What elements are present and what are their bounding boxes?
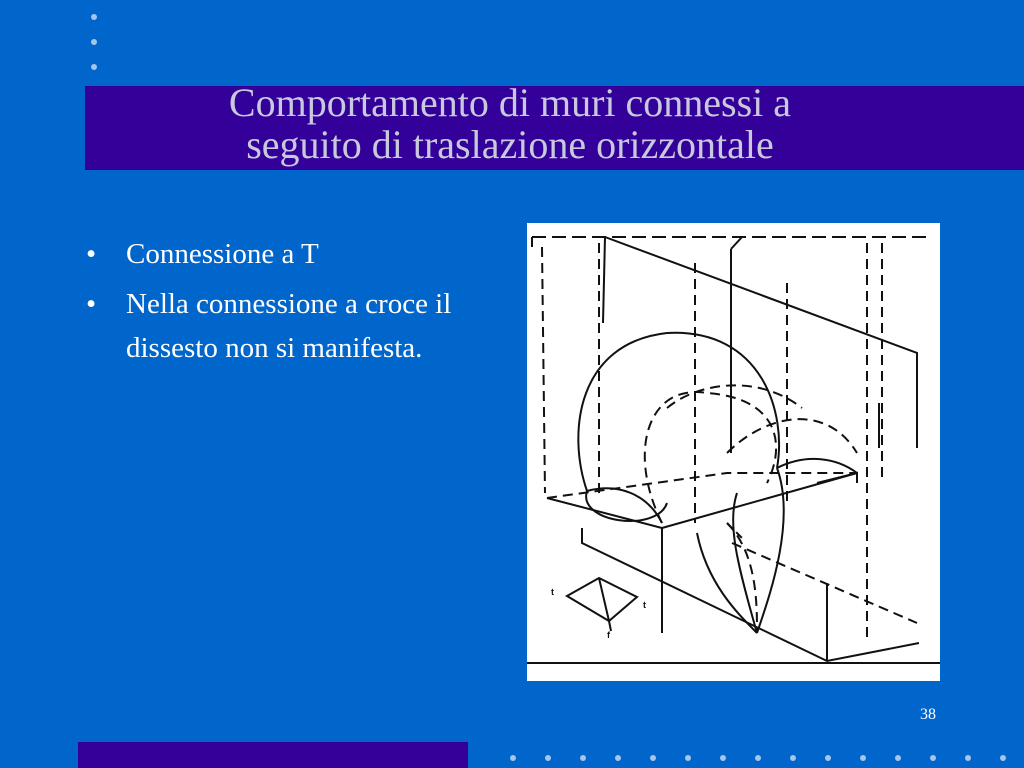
page-number: 38 (920, 706, 936, 723)
decor-dot (545, 755, 551, 761)
decor-dot (1000, 755, 1006, 761)
bullet-icon: • (86, 288, 97, 320)
slide-title (85, 82, 935, 166)
wall-deformation-figure (527, 223, 940, 681)
decor-dot (91, 39, 97, 45)
decor-dot (720, 755, 726, 761)
bullet-text: Connessione a T (126, 238, 319, 270)
decor-dot (510, 755, 516, 761)
decor-dot (91, 64, 97, 70)
wall-deformation-drawing (527, 223, 940, 681)
decor-dot (965, 755, 971, 761)
decor-dot (91, 14, 97, 20)
decor-dot (580, 755, 586, 761)
bullet-list (86, 232, 506, 376)
bullet-text: Nella connessione a croce il dissesto non si manifesta. (126, 288, 452, 364)
bottom-bar (78, 742, 468, 768)
decor-dot (860, 755, 866, 761)
axis-label: t (551, 587, 554, 597)
axis-label: t (643, 600, 646, 610)
axis-label: f (607, 630, 610, 640)
decor-dot (930, 755, 936, 761)
decor-dot (755, 755, 761, 761)
decor-dot (825, 755, 831, 761)
decor-dot (615, 755, 621, 761)
slide-title-line: Comportamento di muri connessi a (228, 80, 792, 125)
slide-title-line: seguito di traslazione orizzontale (246, 122, 774, 167)
decor-dot (790, 755, 796, 761)
decor-dot (650, 755, 656, 761)
decor-dot (895, 755, 901, 761)
decor-dot (685, 755, 691, 761)
bullet-icon: • (86, 238, 97, 270)
bullet-item (86, 282, 506, 370)
bullet-item (86, 232, 506, 276)
